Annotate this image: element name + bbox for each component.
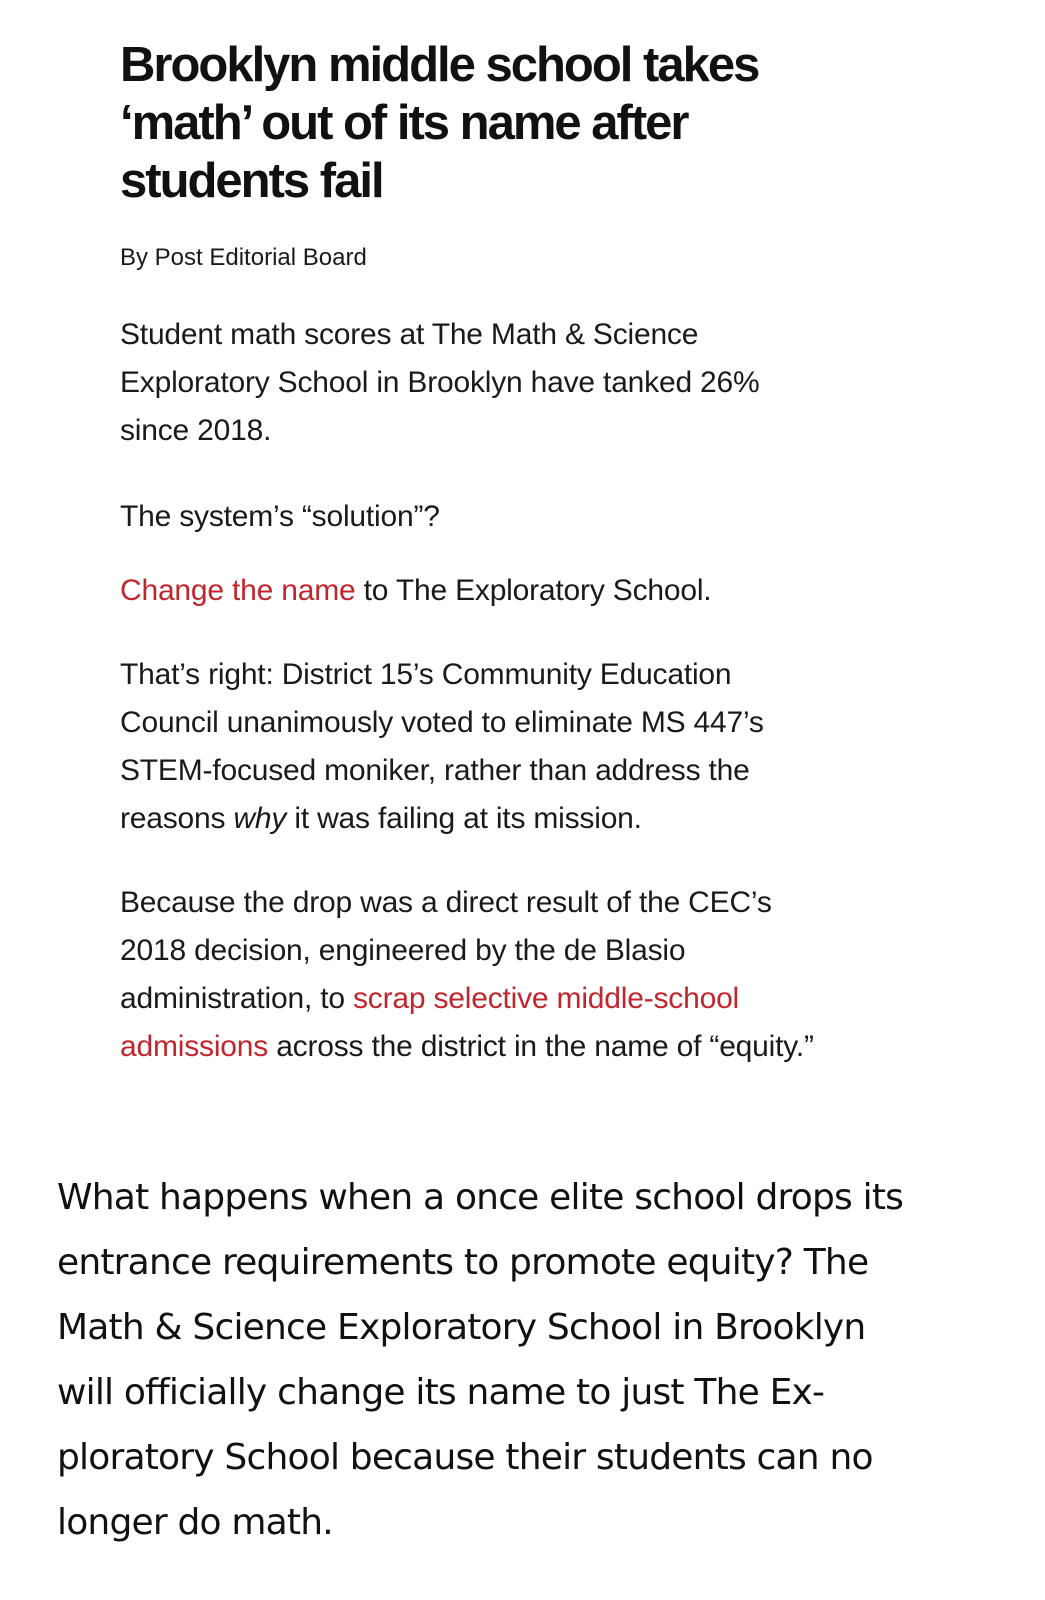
commentary-line: longer do math. <box>57 1502 333 1543</box>
paragraph-line: Student math scores at The Math & Science <box>120 318 699 351</box>
paragraph-line <box>120 795 920 843</box>
paragraph-text: to The Exploratory School. <box>355 574 712 607</box>
paragraph-text: across the district in the name of “equity.” <box>268 1030 814 1063</box>
paragraph-line: since 2018. <box>120 414 272 447</box>
paragraph-line: Because the drop was a direct result of the CEC’s <box>120 886 772 919</box>
commentary-line: will officially change its name to just The Ex- <box>57 1372 825 1413</box>
commentary-text <box>57 1165 1017 1555</box>
byline: By Post Editorial Board <box>120 244 367 271</box>
article <box>120 36 920 1071</box>
paragraph-line: That’s right: District 15’s Community Education <box>120 658 732 691</box>
admissions-link[interactable]: admissions <box>120 1030 269 1063</box>
commentary-line: ploratory School because their students can no <box>57 1437 873 1478</box>
commentary-line: What happens when a once elite school drops its <box>57 1177 904 1218</box>
paragraph-line: 2018 decision, engineered by the de Blasio <box>120 934 686 967</box>
paragraph-district <box>120 651 920 843</box>
paragraph-text: reasons <box>120 802 234 835</box>
headline-line: ‘math’ out of its name after <box>120 96 688 150</box>
paragraph-line: Exploratory School in Brooklyn have tanked 26% <box>120 366 760 399</box>
paragraph-line <box>120 567 920 615</box>
commentary-line: entrance requirements to promote equity? The <box>57 1242 869 1283</box>
paragraph-solution <box>120 493 920 541</box>
article-headline <box>120 36 920 210</box>
paragraph-scores <box>120 311 920 455</box>
paragraph-line: STEM-focused moniker, rather than address the <box>120 754 750 787</box>
paragraph-text: it was failing at its mission. <box>286 802 642 835</box>
emphasis-why: why <box>233 802 287 835</box>
paragraph-change-name <box>120 567 920 615</box>
paragraph-line: The system’s “solution”? <box>120 500 440 533</box>
paragraph-line <box>120 1023 920 1071</box>
paragraph-line: Council unanimously voted to eliminate MS 447’s <box>120 706 764 739</box>
paragraph-line <box>120 975 920 1023</box>
paragraph-text: administration, to <box>120 982 353 1015</box>
headline-line: Brooklyn middle school takes <box>120 38 759 92</box>
paragraph-cec-decision <box>120 879 920 1071</box>
change-the-name-link[interactable]: Change the name <box>120 574 356 607</box>
headline-line: students fail <box>120 154 383 208</box>
commentary-line: Math & Science Exploratory School in Brooklyn <box>57 1307 866 1348</box>
scrap-admissions-link[interactable]: scrap selective middle-school <box>352 982 740 1015</box>
